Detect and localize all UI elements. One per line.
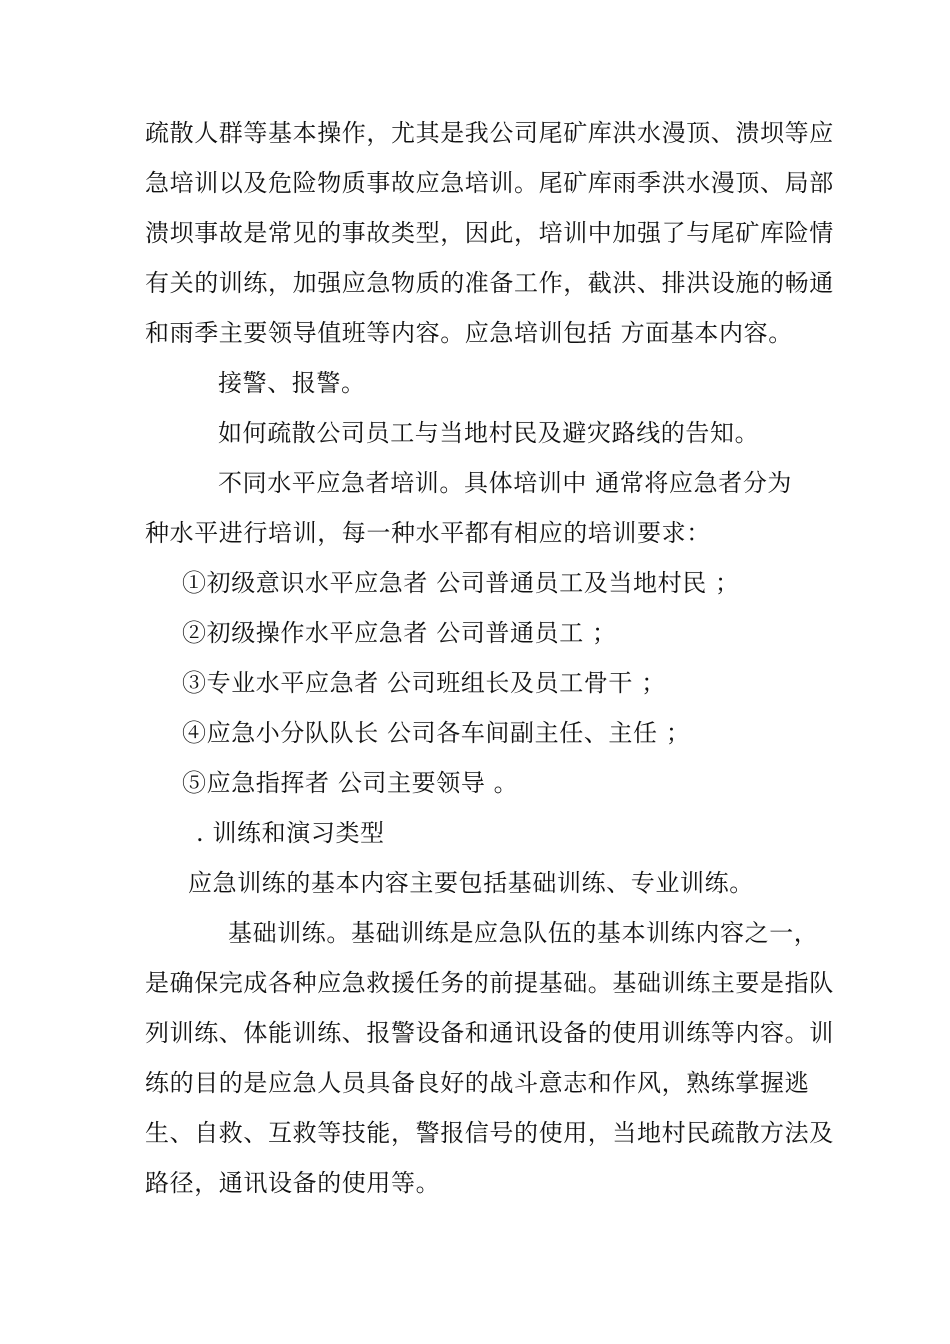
list-item-alarm: 接警、报警。: [218, 369, 366, 397]
paragraph-basic-line-2: 是确保完成各种应急救援任务的前提基础。基础训练主要是指队: [145, 969, 834, 997]
paragraph-basic-line-3: 列训练、体能训练、报警设备和通讯设备的使用训练等内容。训: [145, 1019, 834, 1047]
section-heading: . 训练和演习类型: [196, 819, 385, 847]
paragraph-line-4: 有关的训练，加强应急物质的准备工作，截洪、排洪设施的畅通: [145, 269, 834, 297]
level-item-5: ⑤应急指挥者 公司主要领导 。: [182, 769, 519, 797]
paragraph-line-3: 溃坝事故是常见的事故类型，因此，培训中加强了与尾矿库险情: [145, 219, 834, 247]
paragraph-basic-line-1: 基础训练。基础训练是应急队伍的基本训练内容之一，: [228, 919, 819, 947]
paragraph-line-1: 疏散人群等基本操作，尤其是我公司尾矿库洪水漫顶、溃坝等应: [145, 119, 834, 147]
level-item-2: ②初级操作水平应急者 公司普通员工 ；: [182, 619, 617, 647]
paragraph-intro: 应急训练的基本内容主要包括基础训练、专业训练。: [188, 869, 754, 897]
level-item-1: ①初级意识水平应急者 公司普通员工及当地村民 ；: [182, 569, 740, 597]
paragraph-line-levels-cont: 种水平进行培训，每一种水平都有相应的培训要求：: [145, 519, 711, 547]
level-item-4: ④应急小分队队长 公司各车间副主任、主任 ；: [182, 719, 691, 747]
level-item-3: ③专业水平应急者 公司班组长及员工骨干 ；: [182, 669, 666, 697]
list-item-evacuation: 如何疏散公司员工与当地村民及避灾路线的告知。: [218, 419, 760, 447]
paragraph-line-2: 急培训以及危险物质事故应急培训。尾矿库雨季洪水漫顶、局部: [145, 169, 834, 197]
paragraph-line-5: 和雨季主要领导值班等内容。应急培训包括 方面基本内容。: [145, 319, 793, 347]
list-item-levels: 不同水平应急者培训。具体培训中 通常将应急者分为: [218, 469, 793, 497]
paragraph-basic-line-6: 路径，通讯设备的使用等。: [145, 1169, 441, 1197]
paragraph-basic-line-5: 生、自救、互救等技能，警报信号的使用，当地村民疏散方法及: [145, 1119, 834, 1147]
paragraph-basic-line-4: 练的目的是应急人员具备良好的战斗意志和作风，熟练掌握逃: [145, 1069, 810, 1097]
